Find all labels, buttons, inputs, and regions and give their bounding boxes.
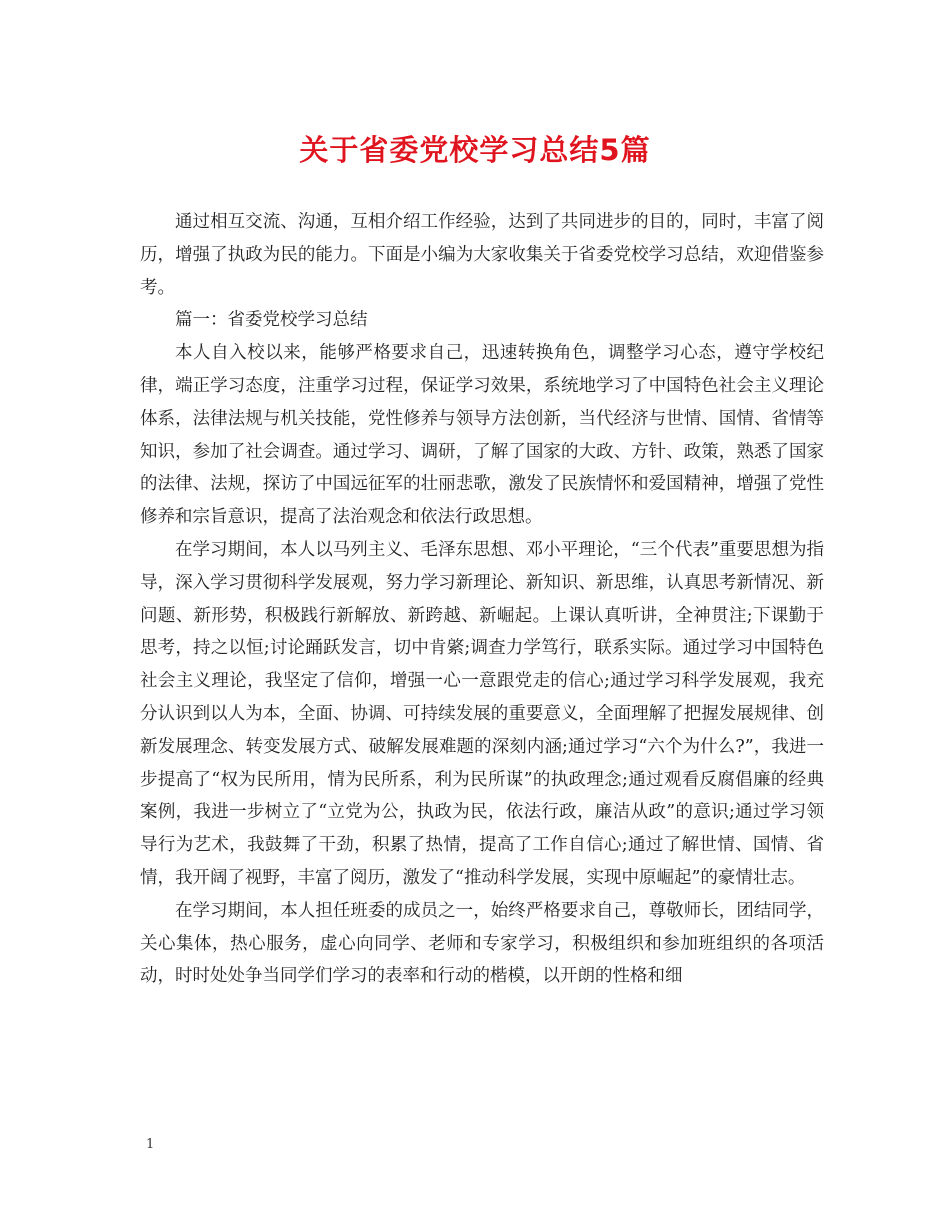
- document-title: 关于省委党校学习总结5篇: [299, 133, 651, 167]
- body-paragraph: 在学习期间，本人担任班委的成员之一，始终严格要求自己，尊敬师长，团结同学，关心集体，热心服务，虚心向同学、老师和专家学习，积极组织和参加班组织的各项活动，时时处处争当同学们学习的表率和行动的楷模，以开朗的性格和细: [140, 900, 824, 987]
- page-number: 1: [146, 1137, 155, 1152]
- document-body: [140, 206, 824, 993]
- body-paragraph: 在学习期间，本人以马列主义、毛泽东思想、邓小平理论，“三个代表”重要思想为指导，深入学习贯彻科学发展观，努力学习新理论、新知识、新思维，认真思考新情况、新问题、新形势，积极践行新解放、新跨越、新崛起。上课认真听讲，全神贯注;下课勤于思考，持之以恒;讨论踊跃发言，切中肯綮;调查力学笃行，联系实际。通过学习中国特色社会主义理论，我坚定了信仰，增强一心一意跟党走的信心;通过学习科学发展观，我充分认识到以人为本，全面、协调、可持续发展的重要意义，全面理解了把握发展规律、创新发展理念、转变发展方式、破解发展难题的深刻内涵;通过学习“六个为什么?”，我进一步提高了“权为民所用，情为民所系，利为民所谋”的执政理念;通过观看反腐倡廉的经典案例，我进一步树立了“立党为公，执政为民，依法行政，廉洁从政”的意识;通过学习领导行为艺术，我鼓舞了干劲，积累了热情，提高了工作自信心;通过了解世情、国情、省情，我开阔了视野，丰富了阅历，激发了“推动科学发展，实现中原崛起”的豪情壮志。: [140, 539, 824, 888]
- section-heading: 篇一：省委党校学习总结: [175, 310, 368, 331]
- body-paragraph: 本人自入校以来，能够严格要求自己，迅速转换角色，调整学习心态，遵守学校纪律，端正学习态度，注重学习过程，保证学习效果，系统地学习了中国特色社会主义理论体系，法律法规与机关技能，党性修养与领导方法创新，当代经济与世情、国情、省情等知识，参加了社会调查。通过学习、调研，了解了国家的大政、方针、政策，熟悉了国家的法律、法规，探访了中国远征军的壮丽悲歌，激发了民族情怀和爱国精神，增强了党性修养和宗旨意识，提高了法治观念和依法行政思想。: [140, 343, 824, 528]
- intro-paragraph: 通过相互交流、沟通，互相介绍工作经验，达到了共同进步的目的，同时，丰富了阅历，增强了执政为民的能力。下面是小编为大家收集关于省委党校学习总结，欢迎借鉴参考。: [140, 212, 824, 298]
